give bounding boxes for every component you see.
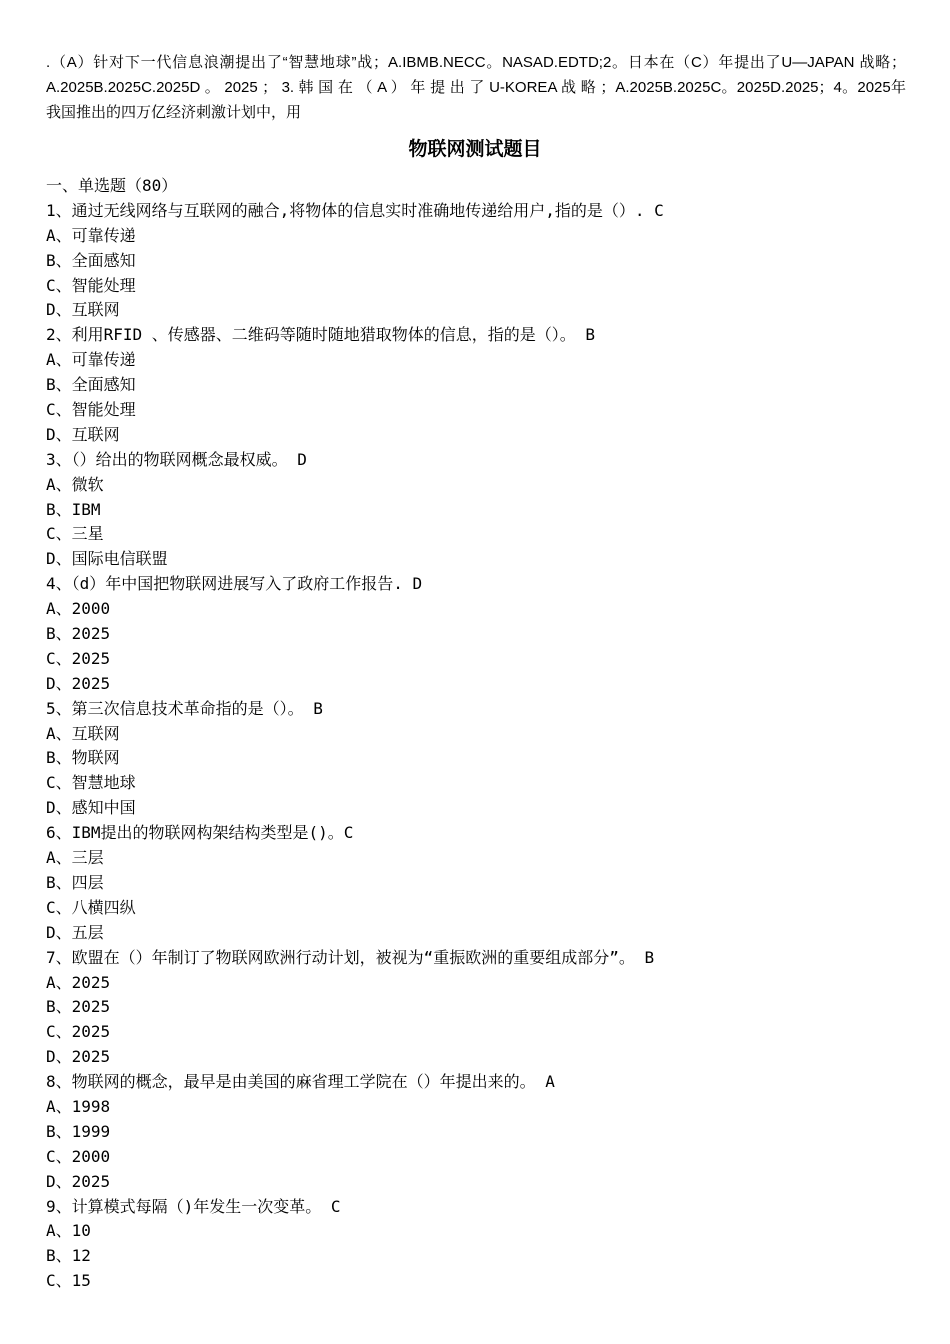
answer-option: D、2025 [46,1047,111,1067]
answer-option: C、三星 [46,524,104,544]
answer-option: A、2000 [46,599,111,619]
answer-option: C、智能处理 [46,275,136,295]
answer-option: A、可靠传递 [46,350,136,370]
answer-option: C、2025 [46,1022,111,1042]
question-stem: 2、利用RFID 、传感器、二维码等随时随地猎取物体的信息，指的是（）。 B [46,325,596,345]
answer-option: A、互联网 [46,723,120,743]
page-title: 物联网测试题目 [408,138,542,160]
question-stem: 7、欧盟在（）年制订了物联网欧洲行动计划，被视为“重振欧洲的重要组成部分”。 B [46,947,655,967]
section-heading: 一、单选题（80） [46,176,178,195]
answer-option: B、1999 [46,1121,111,1141]
answer-option: B、12 [46,1246,91,1266]
answer-option: B、2025 [46,997,111,1017]
answer-option: D、国际电信联盟 [46,549,168,569]
answer-option: D、互联网 [46,300,120,320]
question-list [46,174,926,1294]
question-stem: 6、IBM提出的物联网构架结构类型是()。C [46,823,354,843]
answer-option: A、可靠传递 [46,225,136,245]
question-stem: 3、（）给出的物联网概念最权威。 D [46,449,307,469]
question-stem: 4、（d）年中国把物联网进展写入了政府工作报告. D [46,574,423,594]
answer-option: C、2000 [46,1146,111,1166]
question-stem: 5、第三次信息技术革命指的是（）。 B [46,698,323,718]
answer-option: A、10 [46,1221,91,1241]
answer-option: C、15 [46,1271,91,1291]
question-stem: 8、物联网的概念，最早是由美国的麻省理工学院在（）年提出来的。 A [46,1072,555,1092]
answer-option: B、IBM [46,499,101,519]
answer-option: D、五层 [46,922,104,942]
answer-option: D、2025 [46,1171,111,1191]
answer-option: B、全面感知 [46,250,136,270]
answer-option: C、智能处理 [46,400,136,420]
answer-option: C、智慧地球 [46,773,136,793]
question-stem: 1、通过无线网络与互联网的融合,将物体的信息实时准确地传递给用户,指的是（）. C [46,200,664,220]
answer-option: D、互联网 [46,424,120,444]
answer-option: A、1998 [46,1096,111,1116]
answer-option: B、四层 [46,872,104,892]
answer-option: A、微软 [46,474,104,494]
answer-option: C、2025 [46,648,111,668]
answer-option: C、八横四纵 [46,897,136,917]
answer-option: B、物联网 [46,748,120,768]
answer-option: B、2025 [46,624,111,644]
answer-option: D、感知中国 [46,798,136,818]
answer-option: A、三层 [46,848,104,868]
intro-paragraph: .（A）针对下一代信息浪潮提出了“智慧地球”战；A.IBMB.NECC。NASAD.EDTD;2。日本在（C）年提出了U—JAPAN 战略； A.2025B.2025C.2025D 。 2025 ； 3. 韩 国 在 （ A ） 年 提 出 了 U-KOREA 战 略 ；A.2025B.2025C。2025D.2025；4。2025年我国推出的四万亿经济刺激计划中，用 [46,54,906,121]
answer-option: D、2025 [46,673,111,693]
question-stem: 9、计算模式每隔（)年发生一次变革。 C [46,1196,341,1216]
answer-option: B、全面感知 [46,375,136,395]
questions-container [46,199,926,1294]
answer-option: A、2025 [46,972,111,992]
